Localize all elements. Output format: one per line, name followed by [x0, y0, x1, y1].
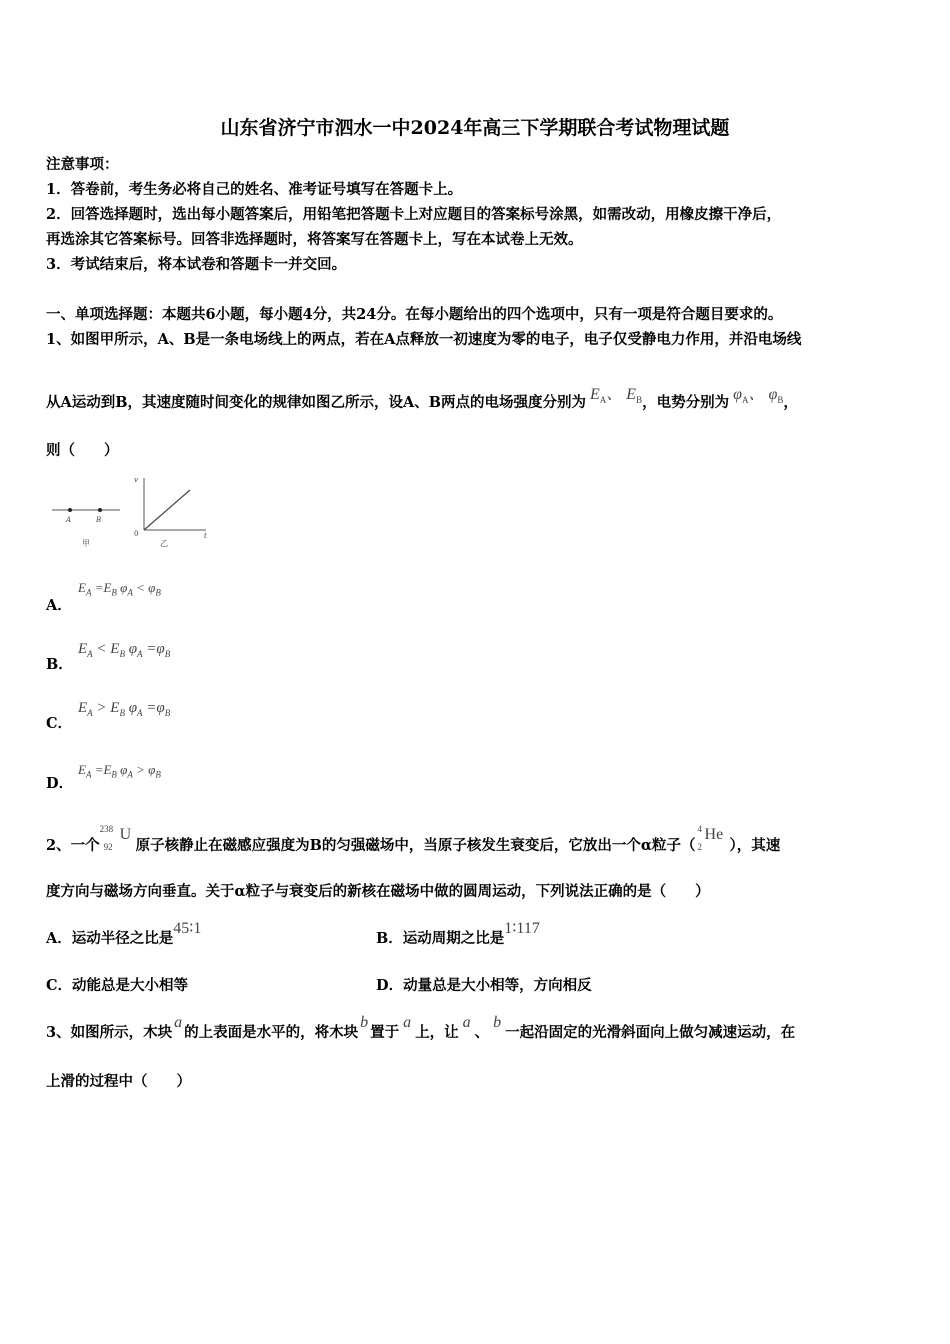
q1-figure: [46, 470, 226, 552]
q1-line3: 则（ ）: [46, 442, 119, 459]
uranium-symbol: U: [119, 826, 132, 843]
q1-option-c-expr: $E_A > E_B$ $\varphi_A =\varphi_B$: [78, 700, 171, 718]
q1-option-c-label: C．: [46, 715, 73, 732]
q2-text-b: 原子核静止在磁感应强度为B的匀强磁场中，当原子核发生衰变后，它放出一个α粒子（: [135, 837, 696, 854]
uranium-mass-number: 238: [99, 824, 114, 834]
notice-item-3: 3．考试结束后，将本试卷和答题卡一并交回。: [46, 256, 347, 273]
q3-text-2: 的上表面是水平的，将木块: [184, 1024, 359, 1041]
q1-line2-text-c: ，: [783, 394, 798, 411]
v-t-line: [144, 490, 190, 530]
q2-option-b: [376, 920, 540, 948]
q2-option-a-value: 45∶1: [173, 920, 202, 937]
t-axis-label: t: [204, 532, 207, 540]
fig-jia-label: 甲: [82, 539, 90, 548]
q2-text-a: 2、一个: [46, 837, 100, 854]
block-a-symbol-2: a: [403, 1014, 412, 1031]
point-b-dot: [98, 508, 102, 512]
page-title: 山东省济宁市泗水一中2024年高三下学期联合考试物理试题: [220, 117, 730, 139]
point-a-label: A: [66, 516, 72, 524]
notice-item-2a: 2．回答选择题时，选出每小题答案后，用铅笔把答题卡上对应题目的答案标号涂黑，如需改动，用橡皮擦干净后，: [46, 206, 782, 223]
v-axis-label: v: [134, 476, 138, 484]
block-b-symbol: b: [360, 1014, 369, 1031]
q1-option-d-expr: $E_A =E_B$ $\varphi_A > \varphi_B$: [78, 762, 161, 780]
helium-symbol: He: [704, 826, 724, 843]
phia-phib-expr: $\varphi_A$、 $\varphi_B$: [733, 386, 784, 406]
q3-text-3: 置于: [370, 1024, 400, 1041]
q1-option-a-label: A．: [46, 597, 72, 614]
q2-option-a-text: A．运动半径之比是: [46, 930, 174, 947]
q3-line2: 上滑的过程中（ ）: [46, 1073, 191, 1090]
point-b-label: B: [96, 516, 102, 524]
q2-option-c: C．动能总是大小相等: [46, 977, 189, 994]
q1-line2-text-a: 从A运动到B，其速度随时间变化的规律如图乙所示，设A、B两点的电场强度分别为: [46, 394, 587, 411]
helium-nuclide: [696, 824, 730, 854]
q3-text-1: 3、如图所示，木块: [46, 1024, 173, 1041]
q2-line2: 度方向与磁场方向垂直。关于α粒子与衰变后的新核在磁场中做的圆周运动，下列说法正确的是（ ）: [46, 883, 710, 900]
q1-option-b-expr: $E_A < E_B$ $\varphi_A =\varphi_B$: [78, 641, 171, 659]
q1-line2: [46, 386, 798, 413]
q3-text-6: 一起沿固定的光滑斜面向上做匀减速运动，在: [505, 1024, 796, 1041]
origin-label: 0: [134, 530, 139, 538]
block-a-symbol-3: a: [462, 1014, 471, 1031]
notice-heading: 注意事项：: [46, 156, 119, 173]
q2-text-c: ），其速: [729, 837, 781, 854]
q2-option-b-value: 1∶117: [504, 920, 540, 937]
block-b-symbol-2: b: [493, 1014, 502, 1031]
point-a-dot: [68, 508, 72, 512]
helium-atomic-number: 2: [697, 842, 703, 852]
q3-text-4: 上，让: [415, 1024, 459, 1041]
q3-text-5: 、: [474, 1024, 490, 1041]
q1-line2-text-b: ，电势分别为: [642, 394, 730, 411]
q1-option-d-label: D．: [46, 775, 74, 792]
block-a-symbol: a: [174, 1014, 183, 1031]
notice-item-1: 1．答卷前，考生务必将自己的姓名、准考证号填写在答题卡上。: [46, 181, 463, 198]
q3-line1: [46, 1014, 796, 1042]
q1-line1: 1、如图甲所示，A、B是一条电场线上的两点，若在A点释放一初速度为零的电子，电子仅受静电力作用，并沿电场线: [46, 331, 802, 348]
ea-eb-expr: $E_A$、 $E_B$: [590, 386, 643, 406]
q2-line1: [46, 824, 781, 855]
notice-item-2b: 再选涂其它答案标号。回答非选择题时，将答案写在答题卡上，写在本试卷上无效。: [46, 231, 583, 248]
q2-option-a: [46, 920, 202, 948]
q2-option-b-text: B．运动周期之比是: [376, 930, 505, 947]
section-heading: 一、单项选择题：本题共6小题，每小题4分，共24分。在每小题给出的四个选项中，只有一项是符合题目要求的。: [46, 306, 783, 323]
fig-yi-label: 乙: [160, 539, 168, 548]
q2-option-d: D．动量总是大小相等，方向相反: [376, 977, 592, 994]
q1-option-a-expr: $E_A =E_B$ $\varphi_A < \varphi_B$: [78, 580, 161, 598]
uranium-atomic-number: 92: [103, 842, 113, 852]
helium-mass-number: 4: [697, 824, 703, 834]
q1-option-b-label: B．: [46, 656, 73, 673]
uranium-nuclide: [99, 824, 136, 854]
